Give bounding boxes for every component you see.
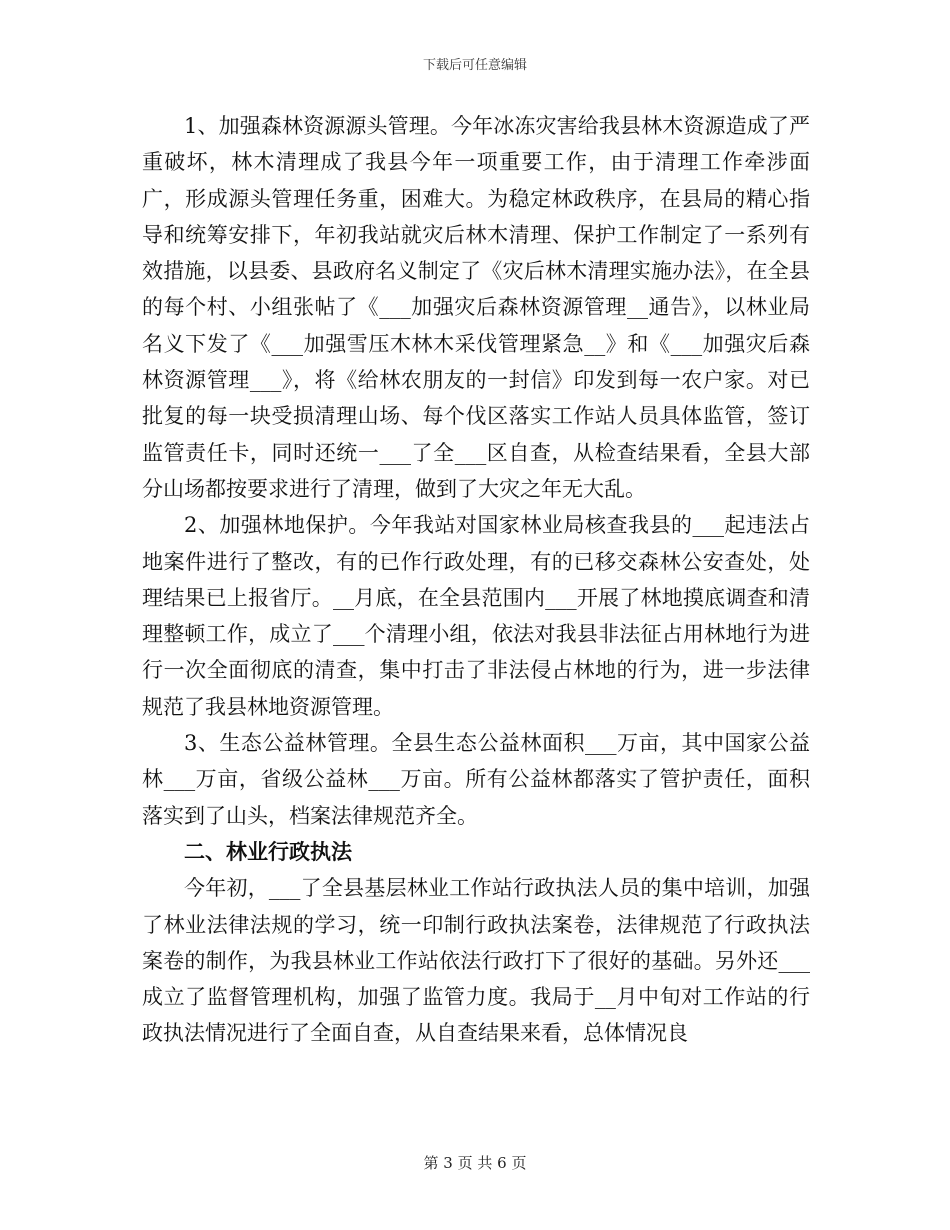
paragraph-ecological-forest-management: 3、生态公益林管理。全县生态公益林面积___万亩，其中国家公益林___万亩，省级公益林___万亩。所有公益林都落实了管护责任，面积落实到了山头，档案法律规范齐全。: [142, 731, 810, 828]
page-header: 下载后可任意编辑: [422, 58, 527, 73]
page-number-footer: 第 3 页 共 6 页: [423, 1154, 527, 1172]
document-body: [142, 108, 810, 1052]
paragraph-forest-land-protection: 2、加强林地保护。今年我站对国家林业局核查我县的___起违法占地案件进行了整改，有的已作行政处理，有的已移交森林公安查处，处理结果已上报省厅。__月底，在全县范围内___开展了林地摸底调查和清理整顿工作，成立了___个清理小组，依法对我县非法征占用林地行为进行一次全面彻底的清查，集中打击了非法侵占林地的行为，进一步法律规范了我县林地资源管理。: [142, 513, 810, 719]
section-heading-law-enforcement: 二、林业行政执法: [184, 839, 352, 864]
paragraph-forest-resource-management: 1、加强森林资源源头管理。今年冰冻灾害给我县林木资源造成了严重破坏，林木清理成了我县今年一项重要工作，由于清理工作牵涉面广，形成源头管理任务重，困难大。为稳定林政秩序，在县局的精心指导和统筹安排下，年初我站就灾后林木清理、保护工作制定了一系列有效措施，以县委、县政府名义制定了《灾后林木清理实施办法》，在全县的每个村、小组张帖了《___加强灾后森林资源管理__通告》，以林业局名义下发了《___加强雪压木林木采伐管理紧急__》和《___加强灾后森林资源管理___》，将《给林农朋友的一封信》印发到每一农户家。对已批复的每一块受损清理山场、每个伐区落实工作站人员具体监管，签订监管责任卡，同时还统一___了全___区自查，从检查结果看，全县大部分山场都按要求进行了清理，做到了大灾之年无大乱。: [142, 114, 810, 501]
paragraph-law-enforcement: 今年初，___了全县基层林业工作站行政执法人员的集中培训，加强了林业法律法规的学习，统一印制行政执法案卷，法律规范了行政执法案卷的制作，为我县林业工作站依法行政打下了很好的基础。另外还___成立了监督管理机构，加强了监管力度。我局于__月中旬对工作站的行政执法情况进行了全面自查，从自查结果来看，总体情况良: [142, 876, 810, 1046]
